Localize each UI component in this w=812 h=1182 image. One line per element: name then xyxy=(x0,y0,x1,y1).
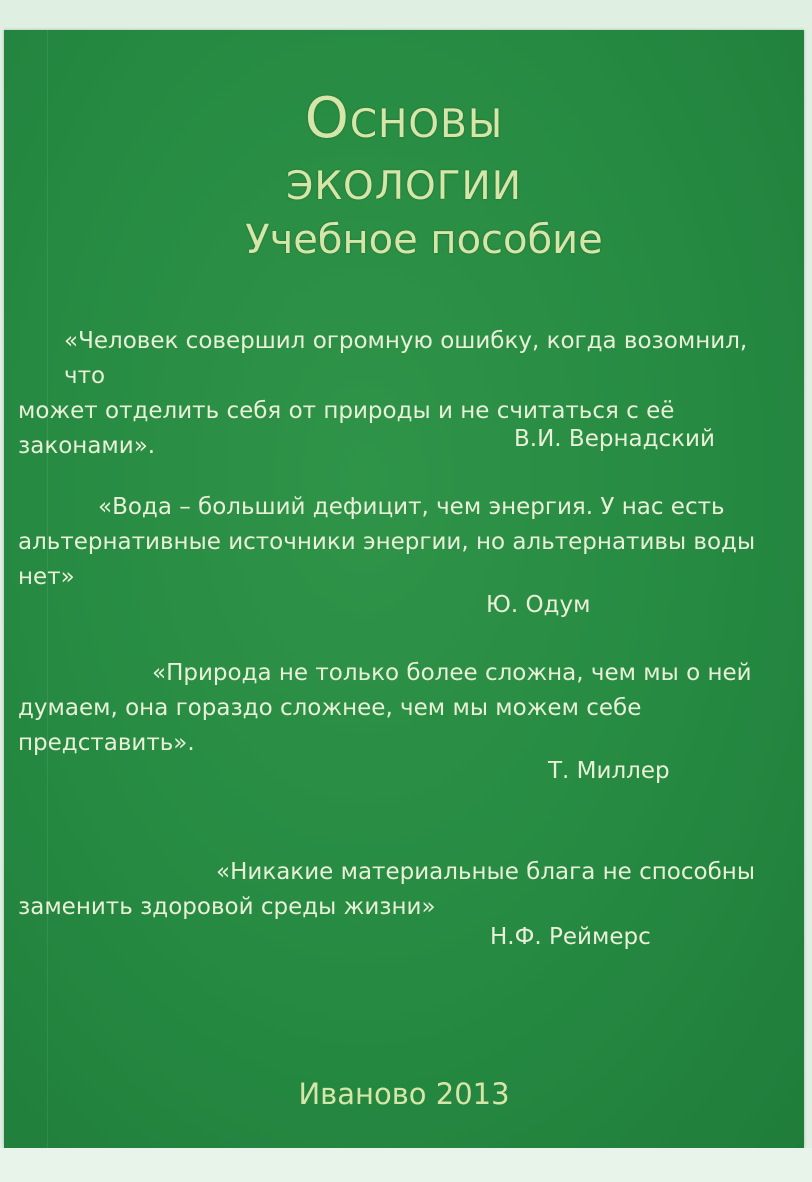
quote-2-line-2: альтернативные источники энергии, но альтернативы воды xyxy=(18,529,756,555)
spine-crease xyxy=(47,30,48,1148)
place-and-year: Иваново 2013 xyxy=(298,1077,510,1111)
quote-1-line-2: может отделить себя от природы и не считаться с её xyxy=(18,398,675,424)
quote-4-line-2: заменить здоровой среды жизни» xyxy=(18,894,436,920)
quote-1-author: В.И. Вернадский xyxy=(514,426,715,452)
quote-2-line-1: «Вода – больший дефицит, чем энергия. У нас есть xyxy=(98,494,725,520)
quote-1-line-3: законами». xyxy=(18,433,156,459)
quote-2 xyxy=(18,490,778,595)
quote-3-line-2: думаем, она гораздо сложнее, чем мы можем себе xyxy=(18,695,642,721)
quote-4-line-1: «Никакие материальные блага не способны xyxy=(216,859,755,885)
title-line-1: Основы xyxy=(304,86,504,151)
quote-3-line-1: «Природа не только более сложна, чем мы о ней xyxy=(152,660,752,686)
quote-4 xyxy=(18,855,778,925)
quote-2-line-3: нет» xyxy=(18,564,75,590)
book-cover xyxy=(4,30,804,1148)
quote-1-line-1: «Человек совершил огромную ошибку, когда возомнил, что xyxy=(64,328,748,389)
page-edge xyxy=(0,1148,812,1182)
quote-3-author: Т. Миллер xyxy=(548,758,670,784)
title-line-2: экологии xyxy=(286,148,522,213)
subtitle: Учебное пособие xyxy=(245,217,603,263)
quote-2-author: Ю. Одум xyxy=(486,592,591,618)
quote-4-author: Н.Ф. Реймерс xyxy=(490,924,651,950)
quote-3 xyxy=(18,656,778,761)
quote-3-line-3: представить». xyxy=(18,730,195,756)
